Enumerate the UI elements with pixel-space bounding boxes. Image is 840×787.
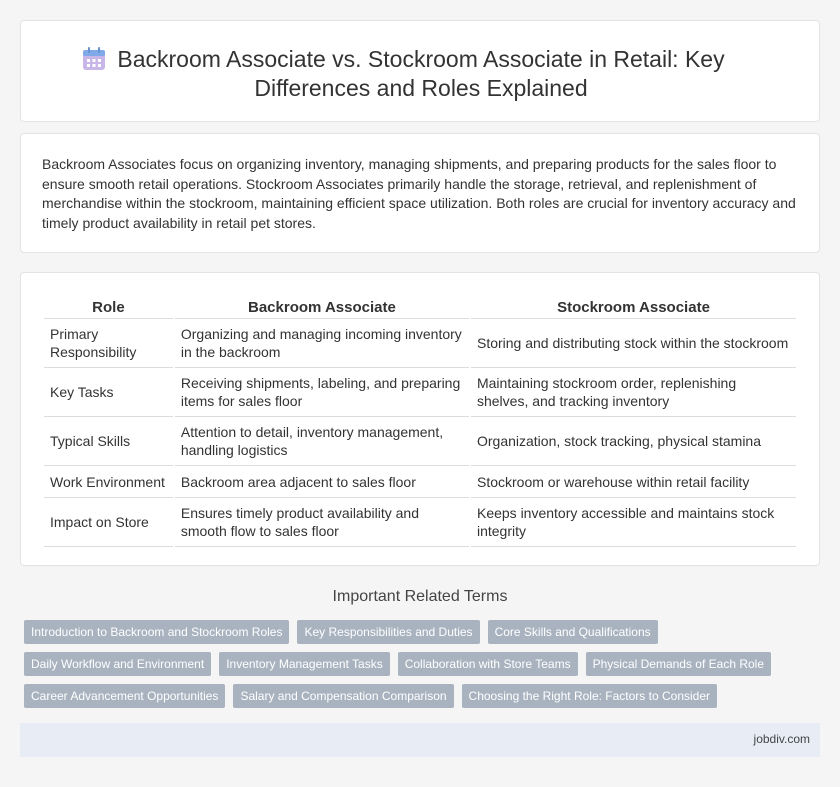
table-row (44, 368, 796, 417)
table-cell: Key Tasks (44, 368, 173, 417)
page-title-line-1: Backroom Associate vs. Stockroom Associate in Retail: Key (117, 46, 725, 72)
related-terms-title: Important Related Terms (332, 588, 508, 605)
intro-card (20, 133, 820, 253)
related-tag[interactable]: Salary and Compensation Comparison (233, 684, 453, 708)
header-card (20, 20, 820, 122)
table-cell: Typical Skills (44, 417, 173, 466)
related-tag[interactable]: Collaboration with Store Teams (398, 652, 578, 676)
table-cell: Backroom area adjacent to sales floor (175, 466, 469, 498)
table-cell: Receiving shipments, labeling, and preparing items for sales floor (175, 368, 469, 417)
table-cell: Organization, stock tracking, physical stamina (471, 417, 796, 466)
related-tag[interactable]: Key Responsibilities and Duties (297, 620, 479, 644)
table-cell: Attention to detail, inventory management, handling logistics (175, 417, 469, 466)
related-tag[interactable]: Introduction to Backroom and Stockroom Roles (24, 620, 289, 644)
table-row (44, 498, 796, 547)
table-row (44, 466, 796, 498)
related-tag[interactable]: Physical Demands of Each Role (586, 652, 771, 676)
table-cell: Work Environment (44, 466, 173, 498)
related-tag[interactable]: Career Advancement Opportunities (24, 684, 225, 708)
table-row (44, 319, 796, 368)
page-title-line-2: Differences and Roles Explained (254, 75, 588, 101)
table-cell: Stockroom or warehouse within retail facility (471, 466, 796, 498)
related-tag[interactable]: Daily Workflow and Environment (24, 652, 211, 676)
comparison-table (42, 295, 798, 547)
related-tag[interactable]: Inventory Management Tasks (219, 652, 390, 676)
table-row (44, 417, 796, 466)
table-cell: Keeps inventory accessible and maintains stock integrity (471, 498, 796, 547)
table-cell: Organizing and managing incoming inventory in the backroom (175, 319, 469, 368)
intro-paragraph: Backroom Associates focus on organizing inventory, managing shipments, and preparing products for the sales floor to ensure smooth retail operations. Stockroom Associates primarily handle the storage, retrieval, and replenishment of merchandise within the stockroom, maintaining efficient space utilization. Both roles are crucial for inventory accuracy and timely product availability in retail pet stores. (42, 156, 796, 231)
table-header-cell: Backroom Associate (175, 295, 469, 319)
page-title (21, 45, 821, 103)
related-tag[interactable]: Choosing the Right Role: Factors to Consider (462, 684, 717, 708)
related-terms-tags (24, 620, 814, 716)
footer-site-link[interactable]: jobdiv.com (753, 732, 810, 746)
table-cell: Storing and distributing stock within the stockroom (471, 319, 796, 368)
footer-bar (20, 723, 820, 757)
related-tag[interactable]: Core Skills and Qualifications (488, 620, 658, 644)
table-cell: Impact on Store (44, 498, 173, 547)
table-cell: Ensures timely product availability and smooth flow to sales floor (175, 498, 469, 547)
table-header-cell: Stockroom Associate (471, 295, 796, 319)
table-header-cell: Role (44, 295, 173, 319)
table-header-row (44, 295, 796, 319)
table-cell: Maintaining stockroom order, replenishing shelves, and tracking inventory (471, 368, 796, 417)
table-cell: Primary Responsibility (44, 319, 173, 368)
comparison-table-card (20, 272, 820, 566)
